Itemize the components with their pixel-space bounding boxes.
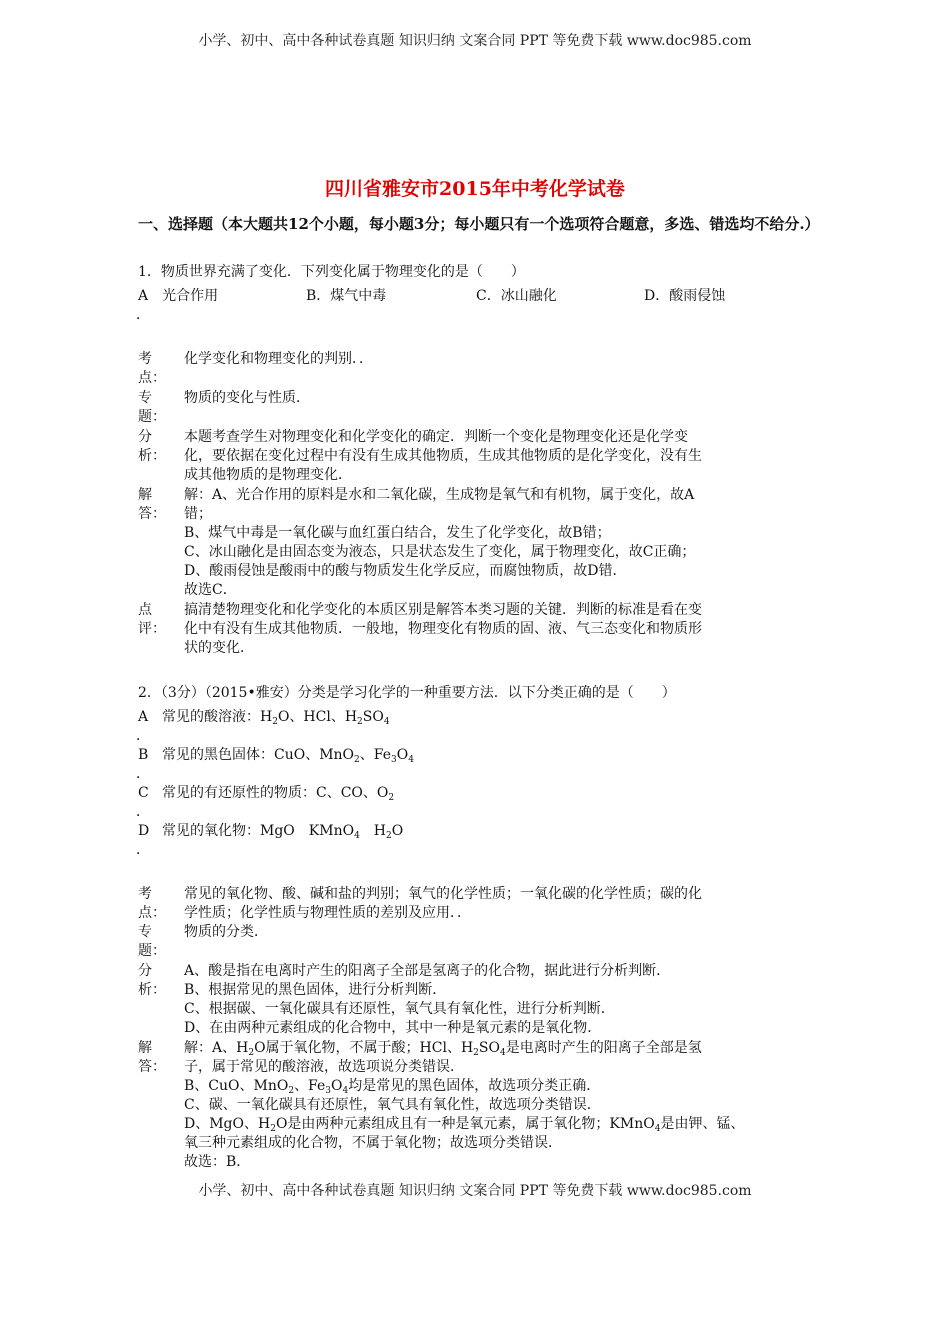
q1-label-dianping-2: 评： bbox=[138, 621, 166, 637]
q1-zhuanti-text: 物质的变化与性质． bbox=[184, 390, 310, 406]
q2-jieda-line-5: D、MgO、$H_2O$是由两种元素组成且有一种是氧元素，属于氧化物；KMnO$_4$是由钾、锰、 bbox=[184, 1116, 745, 1134]
q1-label-jieda-2: 答： bbox=[138, 506, 166, 522]
q1-jieda-line-3: B、煤气中毒是一氧化碳与血红蛋白结合，发生了化学变化，故B错； bbox=[184, 525, 611, 541]
q1-option-d: D．酸雨侵蚀 bbox=[644, 288, 726, 304]
q1-label-kaodian-2: 点： bbox=[138, 370, 166, 386]
q2-option-d-label: D bbox=[138, 823, 150, 839]
q2-fenxi-line-1: A、酸是指在电离时产生的阳离子全部是氢离子的化合物，据此进行分析判断． bbox=[184, 963, 671, 979]
q2-jieda-line-4: C、碳、一氧化碳具有还原性，氧气具有氧化性，故选项分类错误． bbox=[184, 1097, 601, 1113]
q2-jieda-line-3: B、CuO、MnO$_2$、$Fe_3O_4$均是常见的黑色固体，故选项分类正确． bbox=[184, 1078, 601, 1096]
header-banner: 小学、初中、高中各种试卷真题 知识归纳 文案合同 PPT 等免费下载 www.doc985.com bbox=[198, 33, 752, 49]
q1-label-fenxi-2: 析： bbox=[138, 448, 166, 464]
q2-option-b-label: B bbox=[138, 747, 149, 763]
q1-label-zhuanti-1: 专 bbox=[138, 390, 152, 406]
q2-option-b: 常见的黑色固体：CuO、MnO$_2$、$Fe_3O_4$ bbox=[162, 747, 414, 765]
footer-banner: 小学、初中、高中各种试卷真题 知识归纳 文案合同 PPT 等免费下载 www.doc985.com bbox=[198, 1183, 752, 1199]
q1-option-a: A 光合作用 bbox=[138, 288, 219, 304]
q1-stem: 1．物质世界充满了变化．下列变化属于物理变化的是（ ） bbox=[138, 264, 525, 280]
q2-option-c-dot: ． bbox=[136, 804, 150, 820]
q1-option-b: B．煤气中毒 bbox=[306, 288, 387, 304]
q1-jieda-line-5: D、酸雨侵蚀是酸雨中的酸与物质发生化学反应，而腐蚀物质，故D错． bbox=[184, 563, 627, 579]
exam-title: 四川省雅安市2015年中考化学试卷 bbox=[325, 178, 625, 200]
q2-label-zhuanti-1: 专 bbox=[138, 924, 152, 940]
q2-option-d-dot: ． bbox=[136, 842, 150, 858]
q2-label-jieda-1: 解 bbox=[138, 1040, 152, 1056]
q1-label-kaodian-1: 考 bbox=[138, 351, 152, 367]
q2-stem: 2．（3分）（2015•雅安）分类是学习化学的一种重要方法．以下分类正确的是（ ） bbox=[138, 685, 676, 701]
q2-fenxi-line-4: D、在由两种元素组成的化合物中，其中一种是氧元素的是氧化物． bbox=[184, 1020, 602, 1036]
q2-fenxi-line-2: B、根据常见的黑色固体，进行分析判断． bbox=[184, 982, 447, 998]
q2-option-c: 常见的有还原性的物质：C、CO、$O_2$ bbox=[162, 785, 395, 803]
q2-label-jieda-2: 答： bbox=[138, 1059, 166, 1075]
q2-option-a-dot: ． bbox=[136, 728, 150, 744]
q1-label-jieda-1: 解 bbox=[138, 487, 152, 503]
q1-label-fenxi-1: 分 bbox=[138, 429, 152, 445]
q2-label-zhuanti-2: 题： bbox=[138, 943, 166, 959]
q2-label-kaodian-2: 点： bbox=[138, 905, 166, 921]
q1-fenxi-line-2: 化，要依据在变化过程中有没有生成其他物质，生成其他物质的是化学变化，没有生 bbox=[184, 448, 702, 464]
q1-jieda-line-6: 故选C． bbox=[184, 582, 237, 598]
q2-jieda-line-1: 解：A、$H_2O$属于氧化物，不属于酸；HCl、$H_2SO_4$是电离时产生的阳离子全部是氢 bbox=[184, 1040, 702, 1058]
q2-jieda-line-2: 子，属于常见的酸溶液，故选项说分类错误． bbox=[184, 1059, 464, 1075]
q2-zhuanti-text: 物质的分类． bbox=[184, 924, 268, 940]
q1-option-c: C．冰山融化 bbox=[476, 288, 557, 304]
q1-dianping-line-1: 搞清楚物理变化和化学变化的本质区别是解答本类习题的关键．判断的标准是看在变 bbox=[184, 602, 702, 618]
q2-jieda-line-7: 故选：B． bbox=[184, 1154, 251, 1170]
q2-label-fenxi-1: 分 bbox=[138, 963, 152, 979]
section-heading: 一、选择题（本大题共12个小题，每小题3分；每小题只有一个选项符合题意，多选、错选均不给分.） bbox=[138, 215, 820, 233]
q1-dianping-line-2: 化中有没有生成其他物质．一般地，物理变化有物质的固、液、气三态变化和物质形 bbox=[184, 621, 702, 637]
q2-option-a-label: A bbox=[138, 709, 149, 725]
q2-label-kaodian-1: 考 bbox=[138, 886, 152, 902]
q1-option-dot: ． bbox=[136, 307, 150, 323]
q2-option-b-dot: ． bbox=[136, 766, 150, 782]
q2-kaodian-line-1: 常见的氧化物、酸、碱和盐的判别；氧气的化学性质；一氧化碳的化学性质；碳的化 bbox=[184, 886, 702, 902]
q2-option-c-label: C bbox=[138, 785, 149, 801]
q2-kaodian-line-2: 学性质；化学性质与物理性质的差别及应用．． bbox=[184, 905, 471, 921]
q1-jieda-line-4: C、冰山融化是由固态变为液态，只是状态发生了变化，属于物理变化，故C正确； bbox=[184, 544, 696, 560]
q1-kaodian-text: 化学变化和物理变化的判别．． bbox=[184, 351, 373, 367]
q1-jieda-line-1: 解：A、光合作用的原料是水和二氧化碳，生成物是氧气和有机物，属于变化，故A bbox=[184, 487, 695, 503]
q1-jieda-line-2: 错； bbox=[184, 506, 212, 522]
q1-dianping-line-3: 状的变化． bbox=[184, 640, 254, 656]
q2-option-d: 常见的氧化物：MgO KMnO$_4$ $H_2O$ bbox=[162, 823, 404, 841]
q2-label-fenxi-2: 析： bbox=[138, 982, 166, 998]
q2-jieda-line-6: 氧三种元素组成的化合物，不属于氧化物；故选项分类错误． bbox=[184, 1135, 562, 1151]
q1-label-zhuanti-2: 题： bbox=[138, 409, 166, 425]
q1-fenxi-line-3: 成其他物质的是物理变化． bbox=[184, 467, 352, 483]
q1-label-dianping-1: 点 bbox=[138, 602, 152, 618]
q1-fenxi-line-1: 本题考查学生对物理变化和化学变化的确定．判断一个变化是物理变化还是化学变 bbox=[184, 429, 688, 445]
q2-fenxi-line-3: C、根据碳、一氧化碳具有还原性，氧气具有氧化性，进行分析判断． bbox=[184, 1001, 615, 1017]
q2-option-a: 常见的酸溶液：$H_2O$、HCl、$H_2SO_4$ bbox=[162, 709, 390, 727]
